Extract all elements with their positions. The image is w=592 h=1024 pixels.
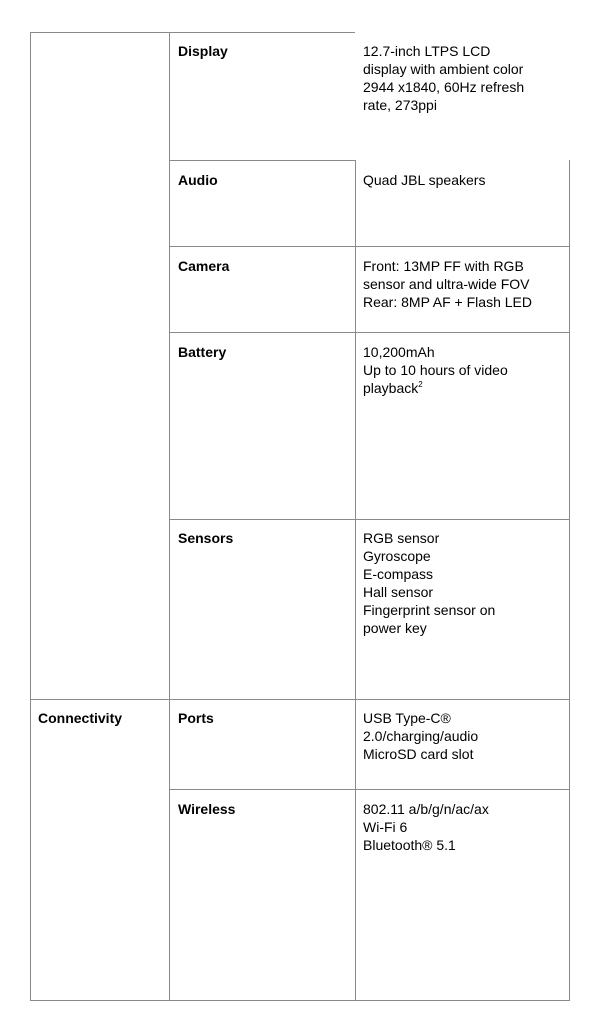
spec-value-line: E-compass <box>363 566 434 582</box>
spec-value-line: Fingerprint sensor on <box>363 602 496 618</box>
category-label-connectivity: Connectivity <box>38 710 123 726</box>
footnote-marker: 2 <box>418 380 423 389</box>
spec-label-battery: Battery <box>178 344 227 360</box>
row-divider <box>169 160 355 161</box>
spec-value-battery <box>363 343 563 397</box>
spec-value-line: 12.7-inch LTPS LCD <box>363 43 491 59</box>
spec-value-line: power key <box>363 620 427 636</box>
column-divider-2 <box>355 160 356 1001</box>
spec-value-line: 2.0/charging/audio <box>363 728 479 744</box>
spec-value-line: USB Type-C® <box>363 710 451 726</box>
spec-value-text: playback <box>363 380 419 396</box>
row-divider <box>30 699 570 700</box>
row-divider <box>169 246 570 247</box>
spec-value-line: MicroSD card slot <box>363 746 474 762</box>
spec-value-line: Rear: 8MP AF + Flash LED <box>363 294 532 310</box>
spec-value-line: 802.11 a/b/g/n/ac/ax <box>363 801 489 817</box>
column-divider-1 <box>169 32 170 1001</box>
row-divider <box>169 789 570 790</box>
spec-value-line: Wi-Fi 6 <box>363 819 408 835</box>
row-divider <box>169 519 570 520</box>
table-border-right <box>569 160 570 1001</box>
spec-value-sensors <box>363 529 563 637</box>
spec-value-line: Bluetooth® 5.1 <box>363 837 456 853</box>
spec-value-wireless <box>363 800 563 854</box>
spec-value-line: sensor and ultra-wide FOV <box>363 276 530 292</box>
spec-value-display <box>363 42 563 114</box>
spec-label-ports: Ports <box>178 710 214 726</box>
spec-value-line: 10,200mAh <box>363 344 435 360</box>
spec-value-line: Quad JBL speakers <box>363 172 486 188</box>
spec-value-line: RGB sensor <box>363 530 440 546</box>
spec-label-display: Display <box>178 43 228 59</box>
spec-value-ports <box>363 709 563 763</box>
spec-value-line: Hall sensor <box>363 584 434 600</box>
spec-value-line: display with ambient color <box>363 61 524 77</box>
spec-label-camera: Camera <box>178 258 230 274</box>
spec-value-line: Up to 10 hours of video <box>363 362 508 378</box>
spec-label-audio: Audio <box>178 172 218 188</box>
table-border-bottom <box>30 1000 570 1001</box>
spec-table <box>30 32 570 1001</box>
spec-label-wireless: Wireless <box>178 801 236 817</box>
spec-value-line: Gyroscope <box>363 548 431 564</box>
spec-value-line <box>363 379 563 397</box>
spec-value-line: Front: 13MP FF with RGB <box>363 258 524 274</box>
table-border-top <box>30 32 355 33</box>
spec-value-line: rate, 273ppi <box>363 97 437 113</box>
spec-value-line: 2944 x1840, 60Hz refresh <box>363 79 525 95</box>
spec-value-audio <box>363 171 563 189</box>
table-border-left <box>30 32 31 1001</box>
row-divider <box>169 332 570 333</box>
spec-label-sensors: Sensors <box>178 530 234 546</box>
spec-value-camera <box>363 257 563 311</box>
